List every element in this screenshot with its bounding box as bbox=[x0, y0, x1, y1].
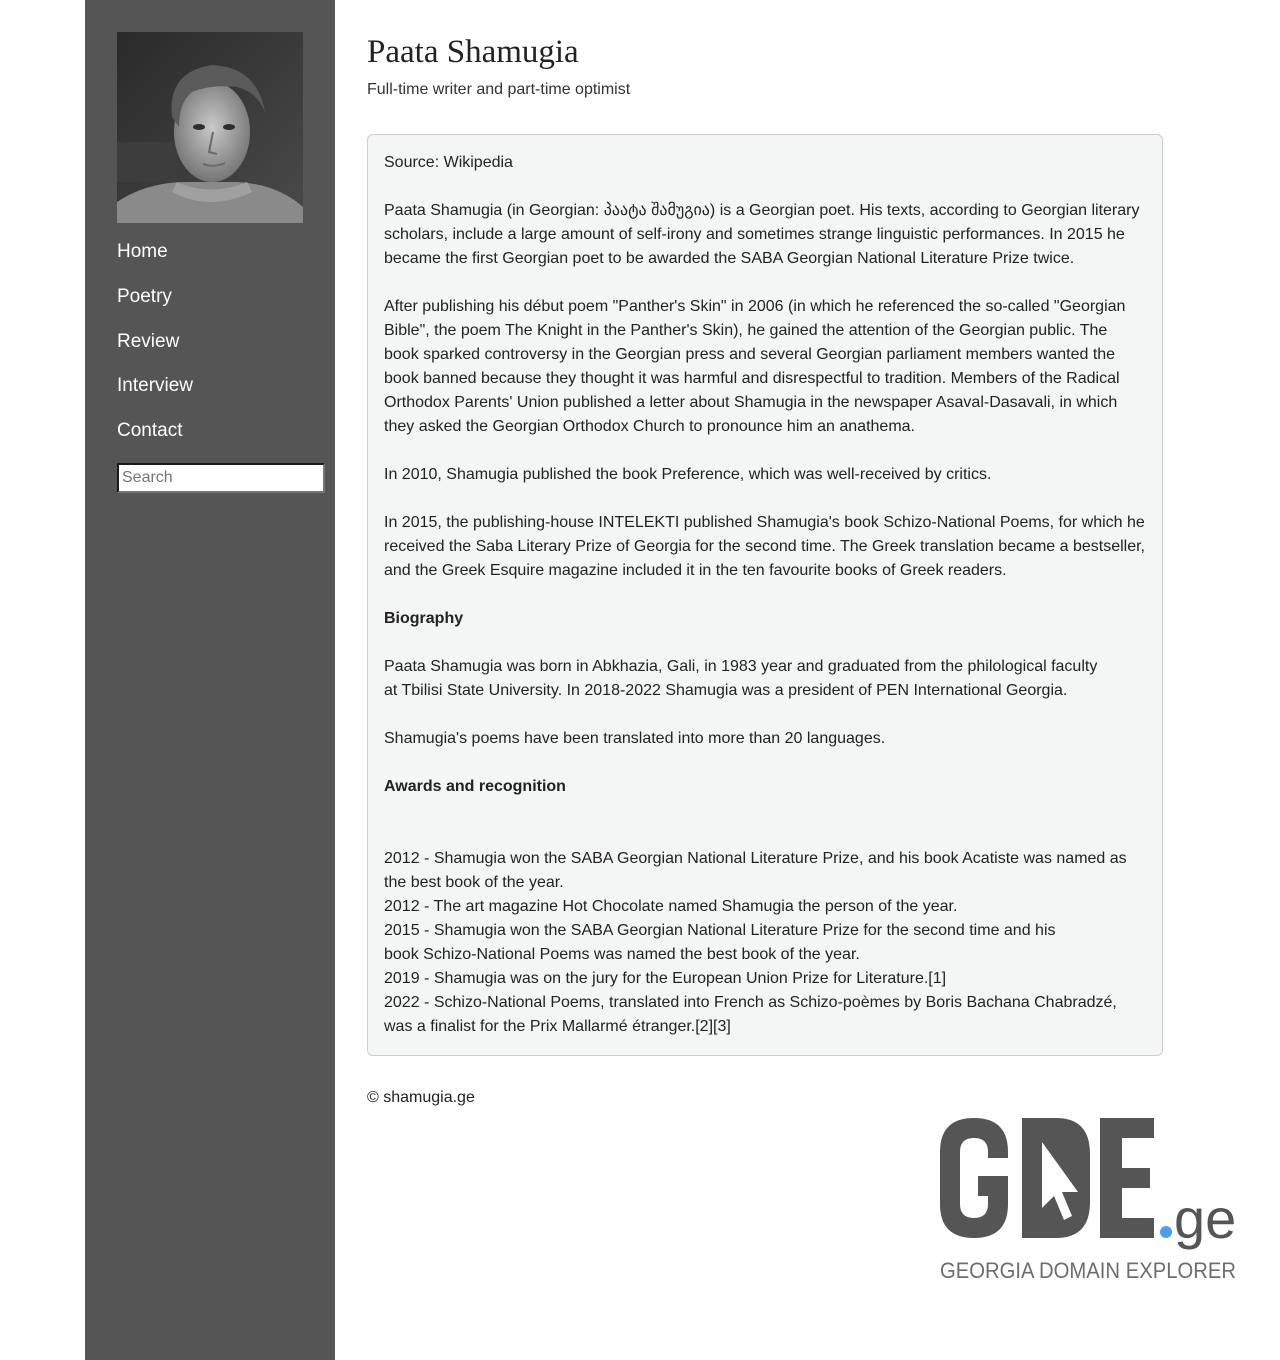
award-item bbox=[384, 967, 1146, 991]
award-text: 2022 - Schizo-National Poems, translated into French as Schizo-poèmes by Boris Bachana Chabradzé, bbox=[384, 994, 1117, 1011]
nav-home[interactable]: Home bbox=[117, 241, 168, 262]
svg-text:ge: ge bbox=[1174, 1187, 1237, 1250]
gde-logo-icon bbox=[938, 1112, 1240, 1284]
sidebar bbox=[85, 0, 335, 1360]
nav-poetry[interactable]: Poetry bbox=[117, 285, 172, 307]
award-item bbox=[384, 895, 1146, 919]
author-photo bbox=[117, 32, 303, 223]
nav-interview[interactable]: Interview bbox=[117, 375, 194, 397]
award-item bbox=[384, 847, 1146, 895]
translations-paragraph: Shamugia's poems have been translated into more than 20 languages. bbox=[384, 730, 886, 747]
debut-paragraph: After publishing his début poem "Panther's Skin" in 2006 (in which he referenced the so-called "Georgian Bible", the poem The Knight in the Panther's Skin), he gained the attention of the Georgian public. The book sparked controversy in the Georgian press and several Georgian parliament members wanted the book banned because they thought it was harmful and disrespectful to tradition. Members of the Radical Orthodox Parents' Union published a letter about Shamugia in the newspaper Asaval-Dasavali, in which they asked the Georgian Orthodox Church to pronounce him an anathema. bbox=[384, 298, 1126, 435]
award-text: 2015 - Shamugia won the SABA Georgian National Literature Prize for the second time and his bbox=[384, 922, 1056, 939]
page-title: Paata Shamugia bbox=[367, 34, 579, 70]
footer-copyright: © shamugia.ge bbox=[367, 1089, 475, 1106]
award-text: book Schizo-National Poems was named the best book of the year. bbox=[384, 946, 860, 963]
biography-heading: Biography bbox=[384, 610, 464, 627]
biography-paragraph bbox=[384, 655, 1146, 703]
awards-list bbox=[384, 847, 1146, 1039]
portrait-image bbox=[117, 32, 303, 223]
intro-paragraph: Paata Shamugia (in Georgian: პაატა შამუგია) is a Georgian poet. His texts, according to Georgian literary scholars, include a large amount of self-irony and sometimes strange linguistic performances. In 2015 he became the first Georgian poet to be awarded the SABA Georgian National Literature Prize twice. bbox=[384, 202, 1140, 267]
award-text: was a finalist for the Prix Mallarmé étranger.[2][3] bbox=[384, 1018, 731, 1035]
nav-review[interactable]: Review bbox=[117, 330, 180, 352]
bio-panel bbox=[367, 134, 1163, 1056]
search-input[interactable] bbox=[117, 463, 325, 493]
preference-paragraph: In 2010, Shamugia published the book Preference, which was well-received by critics. bbox=[384, 466, 992, 483]
award-text: 2012 - Shamugia won the SABA Georgian National Literature Prize, and his book Acatiste was named as bbox=[384, 850, 1127, 867]
award-text: 2019 - Shamugia was on the jury for the European Union Prize for Literature.[1] bbox=[384, 970, 947, 987]
gde-logo-link[interactable] bbox=[938, 1112, 1240, 1284]
award-text: 2012 - The art magazine Hot Chocolate named Shamugia the person of the year. bbox=[384, 898, 958, 915]
biography-line: at Tbilisi State University. In 2018-2022 Shamugia was a president of PEN International Georgia. bbox=[384, 682, 1068, 699]
nav-contact[interactable]: Contact bbox=[117, 420, 183, 442]
main-nav bbox=[117, 240, 193, 464]
awards-heading: Awards and recognition bbox=[384, 778, 566, 795]
award-item bbox=[384, 919, 1146, 967]
gde-subtitle: GEORGIA DOMAIN EXPLORER bbox=[940, 1258, 1236, 1283]
tagline: Full-time writer and part-time optimist bbox=[367, 81, 631, 98]
award-text: the best book of the year. bbox=[384, 874, 564, 891]
schizo-paragraph: In 2015, the publishing-house INTELEKTI published Shamugia's book Schizo-National Poems, for which he received the Saba Literary Prize of Georgia for the second time. The Greek translation became a bestseller, and the Greek Esquire magazine included it in the ten favourite books of Greek readers. bbox=[384, 514, 1145, 579]
biography-line: Paata Shamugia was born in Abkhazia, Gali, in 1983 year and graduated from the philological faculty bbox=[384, 658, 1098, 675]
award-item bbox=[384, 991, 1146, 1039]
source-note: Source: Wikipedia bbox=[384, 154, 513, 171]
spacer bbox=[384, 799, 1146, 847]
